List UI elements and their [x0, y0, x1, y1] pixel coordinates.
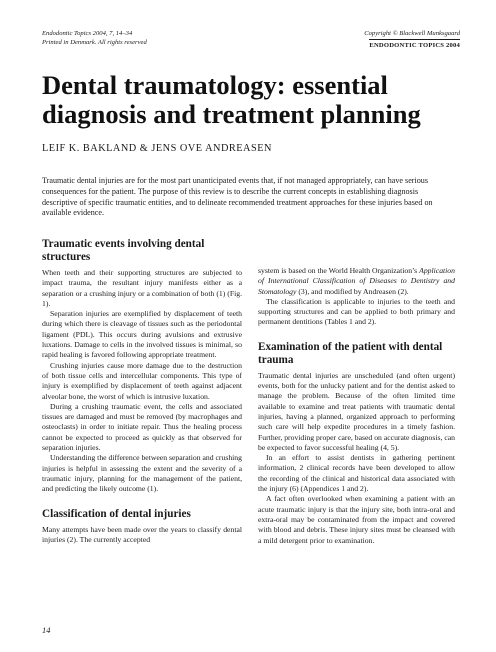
section-heading-classification: Classification of dental injuries [42, 507, 191, 520]
section-heading-examination: Examination of the patient with dental trauma [258, 340, 443, 366]
paragraph: Separation injuries are exemplified by displacement of teeth during which there is cleavage of tissues such as the periodontal ligament (PDL). This occurs during avulsions and extrusive luxations. Damage to cells in the involved tissues is minimal, so rapid healing is favored following appropriate treatment. [42, 309, 242, 360]
right-column [258, 266, 455, 546]
cited-title: Application of International Classification of Diseases to Dentistry and Stomatology [258, 266, 455, 296]
page-number: 14 [42, 626, 51, 635]
article-title: Dental traumatology: essential diagnosis and treatment planning [42, 70, 421, 129]
copyright-notice: Copyright © Blackwell Munksgaard [364, 30, 460, 37]
paragraph: A fact often overlooked when examining a patient with an acute traumatic injury is that the injury site, both intra-oral and extra-oral may be contaminated from the impact and covered with blood and debris. These injury sites must be cleansed with a mild detergent prior to examination. [258, 494, 455, 545]
print-notice: Printed in Denmark. All rights reserved [42, 39, 147, 46]
paragraph: Understanding the difference between separation and crushing injuries is helpful in assessing the extent and the severity of a traumatic injury, planning for the management of the patient, and predicting the likely outcome (1). [42, 453, 242, 494]
text-span: (3), and modified by Andreasen (2). [296, 286, 409, 296]
paragraph: The classification is applicable to injuries to the teeth and supporting structures and can be applied to both primary and permanent dentitions (Tables 1 and 2). [258, 296, 455, 327]
article-authors: LEIF K. BAKLAND & JENS OVE ANDREASEN [42, 143, 272, 154]
running-header-left [42, 29, 147, 47]
paragraph: Many attempts have been made over the years to classify dental injuries (2). The currently accepted [42, 524, 242, 544]
journal-citation: Endodontic Topics 2004, 7, 14–34 [42, 30, 133, 37]
section-heading-traumatic-events: Traumatic events involving dental structures [42, 238, 205, 263]
paragraph: Crushing injuries cause more damage due to the destruction of both tissue cells and intercellular components. This type of injury is exemplified by displacement of teeth against adjacent alveolar bone, the worst of which is intrusive luxation. [42, 360, 242, 401]
paragraph: In an effort to assist dentists in gathering pertinent information, 2 clinical records have been developed to allow the recording of the clinical and historical data associated with the injury (6) (Appendices 1 and 2). [258, 453, 455, 494]
journal-name: ENDODONTIC TOPICS 2004 [369, 39, 460, 50]
text-span: system is based on the World Health Organization’s [258, 266, 420, 275]
paragraph [258, 266, 455, 297]
paragraph: When teeth and their supporting structures are subjected to impact trauma, the resultant injury manifests either as a separation or a crushing injury or a combination of both (1) (Fig. 1). [42, 268, 242, 308]
left-column [42, 238, 242, 545]
paragraph: Traumatic dental injuries are unscheduled (and often urgent) events, both for the unlucky patient and for the dentist asked to manage the problem. Because of the often limited time available to examine and treat patients with traumatic dental injuries, having a planned, organized approach to performing such care will help expedite procedures in a timely fashion. Further, providing proper care, based on accurate diagnosis, can be expected to favor successful healing (4, 5). [258, 370, 455, 452]
running-header-right [364, 29, 460, 50]
article-abstract: Traumatic dental injuries are for the most part unanticipated events that, if not managed appropriately, can have serious consequences for the patient. The purpose of this review is to describe the current concepts in establishing diagnosis descriptive of specific traumatic entities, and to delineate recommended treatment approaches for these injuries based on available evidence. [42, 176, 433, 218]
paragraph: During a crushing traumatic event, the cells and associated tissues are damaged and must be removed (by macrophages and osteoclasts) in order to initiate repair. Thus the healing process cannot be expected to proceed as quickly as that observed for separation injuries. [42, 401, 242, 453]
